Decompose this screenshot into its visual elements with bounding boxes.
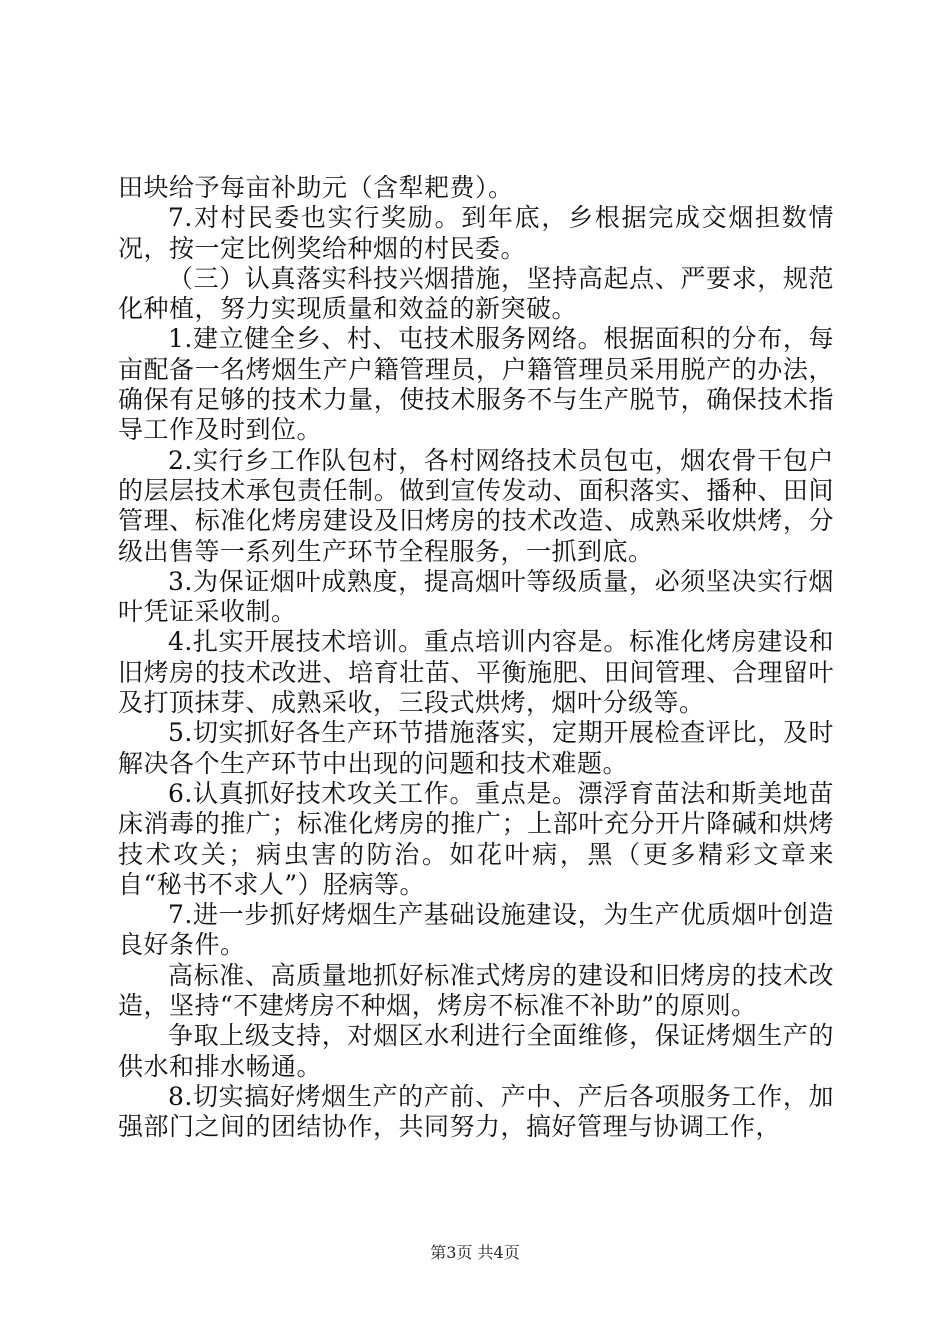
paragraph-item-5-inspection: 5.切实抓好各生产环节措施落实，定期开展检查评比，及时解决各个生产环节中出现的问题和技术难题。 xyxy=(118,718,834,778)
paragraph-item-7-infrastructure: 7.进一步抓好烤烟生产基础设施建设，为生产优质烟叶创造良好条件。 xyxy=(118,900,834,960)
paragraph-item-7-village-reward: 7.对村民委也实行奖励。到年底，乡根据完成交烟担数情况，按一定比例奖给种烟的村民委。 xyxy=(118,203,834,263)
paragraph-continuation: 田块给予每亩补助元（含犁耙费）。 xyxy=(118,173,514,202)
paragraph-item-2-responsibility: 2.实行乡工作队包村，各村网络技术员包屯，烟农骨干包户的层层技术承包责任制。做到宣传发动、面积落实、播种、田间管理、标准化烤房建设及旧烤房的技术改造、成熟采收烘烤，分级出售等一系列生产环节全程服务，一抓到底。 xyxy=(118,445,834,566)
paragraph-item-1-service-network: 1.建立健全乡、村、屯技术服务网络。根据面积的分布，每亩配备一名烤烟生产户籍管理员，户籍管理员采用脱产的办法，确保有足够的技术力量，使技术服务不与生产脱节，确保技术指导工作及时到位。 xyxy=(118,324,834,445)
paragraph-item-4-training: 4.扎实开展技术培训。重点培训内容是。标准化烤房建设和旧烤房的技术改进、培育壮苗、平衡施肥、田间管理、合理留叶及打顶抹芽、成熟采收，三段式烘烤，烟叶分级等。 xyxy=(118,627,834,718)
paragraph-curing-barn: 高标准、高质量地抓好标准式烤房的建设和旧烤房的技术改造，坚持“不建烤房不种烟，烤房不标准不补助”的原则。 xyxy=(118,960,834,1021)
paragraph-item-6-research: 6.认真抓好技术攻关工作。重点是。漂浮育苗法和斯美地苗床消毒的推广；标准化烤房的推广；上部叶充分开片降碱和烘烤技术攻关；病虫害的防治。如花叶病，黑（更多精彩文章来自“秘书不求人”）胫病等。 xyxy=(118,778,834,899)
paragraph-item-3-harvest: 3.为保证烟叶成熟度，提高烟叶等级质量，必须坚决实行烟叶凭证采收制。 xyxy=(118,566,834,627)
paragraph-item-8-services: 8.切实搞好烤烟生产的产前、产中、产后各项服务工作，加强部门之间的团结协作，共同努力，搞好管理与协调工作， xyxy=(118,1081,834,1142)
paragraph-water-conservancy: 争取上级支持，对烟区水利进行全面维修，保证烤烟生产的供水和排水畅通。 xyxy=(118,1021,834,1081)
page-footer: 第3页 共4页 xyxy=(430,1243,520,1262)
paragraph-section-3-heading: （三）认真落实科技兴烟措施，坚持高起点、严要求，规范化种植，努力实现质量和效益的新突破。 xyxy=(118,263,834,324)
document-body xyxy=(118,173,834,1143)
